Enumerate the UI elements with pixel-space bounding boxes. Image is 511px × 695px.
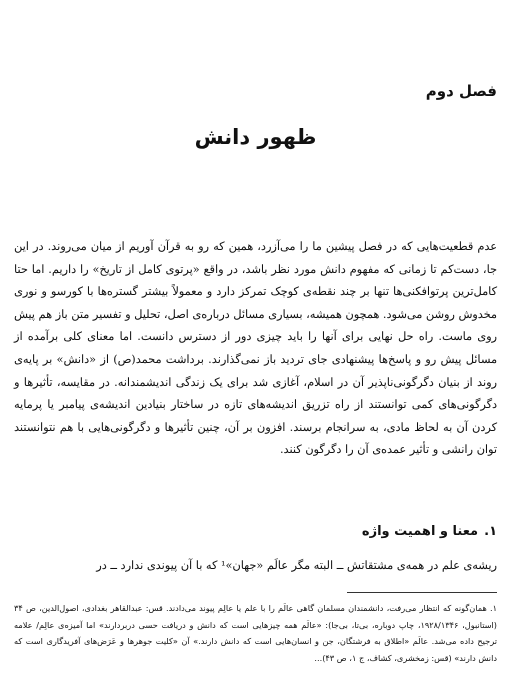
footnote: ۱. همان‌گونه که انتظار می‌رفت، دانشمندان مسلمان گاهی عالَم را با علم یا عالِم پیوند می‌دادند. قس: عبدالقاهر بغدادی، اصول‌الدین، ص ۳۴ (استانبول، ۱۹۲۸/۱۳۴۶، چاپ دوباره، بی‌تا، بی‌جا): «عالَم همه چیزهایی است که دانش و دریافت حسی دربردارند» اما آمیزه‌ی عالِم/ علامه ترجیح داده می‌شد. عالَم «اطلاق به فرشتگان، جن و انسان‌هایی است که دانش دارند.» آن «کلیت جوهرها و عَرَض‌های آفریدگاری است که دانش دارند» (قس: زمخشری، کشاف، ج ۱، ص ۴۳)... <box>14 603 497 663</box>
chapter-title: ظهور دانش <box>194 125 317 149</box>
footnote-divider <box>347 592 497 593</box>
body-paragraph: عدم قطعیت‌هایی که در فصل پیشین ما را می‌آزرد، همین که رو به قرآن آوریم از میان می‌روند. در این جا، دست‌کم تا زمانی که مفهوم دانش مورد نظر باشد، در واقع «پرتوی کامل از تاریخ» را داریم. اما حتا کامل‌ترین پرتوافکنی‌ها تنها بر چند نقطه‌ی کوچک تمرکز دارد و معمولاً بیشتر گستره‌ها با کورسو و نوری مخدوش روشن می‌شود. همچون همیشه، بسیاری مسائل درباره‌ی اصل، تحلیل و تفسیر متن باز هم پیش روی ماست. راه حل نهایی برای آنها را باید چیزی دور از دسترس دانست. اما معنای کلی برآمده از مسائل پیش رو و پاسخ‌ها پیشنهادی جای تردید باز نمی‌گذارند. برداشت محمد(ص) از «دانش» بر پایه‌ی روند از بنیان دگرگونی‌ناپذیر آن در اسلام، آغازی شد برای یک زندگی اندیشمندانه. در مقایسه، تأثیرها و دگرگونی‌های کمی توانستند از راه تزریق اندیشه‌های تازه در ساختار بنیادین اندیشه‌ی پیامبر یا پرمایه کردن آن به لحاظ مادی، به سرانجام برسند. افزون بر آن، چنین تأثیرها و دگرگونی‌هایی با هم نتوانستند توان رانشی و تأثیر عمده‌ی آن را دگرگون کنند. <box>14 240 497 457</box>
section-title: معنا و اهمیت واژه <box>361 524 479 539</box>
section-heading <box>362 524 497 539</box>
section-number: ۱. <box>484 524 497 539</box>
section-first-line: ریشه‌ی علم در همه‌ی مشتقاتش ــ البته مگر عالَم «جهان»¹ که با آن پیوندی ندارد ــ در <box>96 559 497 572</box>
chapter-label: فصل دوم <box>425 82 497 100</box>
